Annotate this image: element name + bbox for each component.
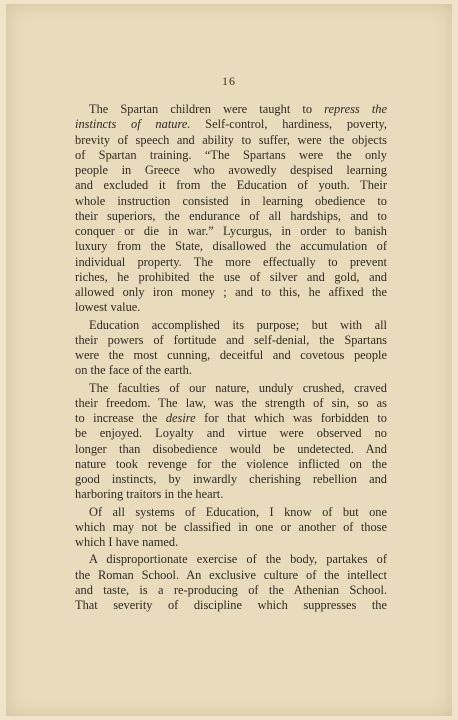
text-line <box>75 255 387 270</box>
paragraph <box>75 102 387 316</box>
page-number: 16 <box>222 74 236 88</box>
text-run: longer than disobedience would be undetected. And <box>75 441 387 456</box>
text-line <box>75 363 387 378</box>
text-run: the Roman School. An exclusive culture of the intellect <box>75 567 387 582</box>
text-line <box>75 163 387 178</box>
text-run: their superiors, the endurance of all hardships, and to <box>75 208 387 223</box>
text-run: of Spartan training. “The Spartans were the only <box>75 147 387 162</box>
text-run: nature took revenge for the violence inflicted on the <box>75 456 387 471</box>
text-run: The Spartan children were taught to <box>89 102 325 116</box>
text-line <box>75 209 387 224</box>
italic-text: repress the <box>324 102 387 116</box>
text-line <box>75 568 387 583</box>
text-line <box>75 583 387 598</box>
text-run: people in Greece who avowedly despised learning <box>75 163 387 177</box>
italic-text: desire <box>165 411 196 425</box>
text-run: and excluded it from the Education of youth. Their <box>75 178 387 193</box>
text-line <box>75 318 387 333</box>
text-line <box>75 270 387 285</box>
text-run: A disproportionate exercise of the body, partakes of <box>89 552 387 567</box>
text-run: for that which was forbidden to <box>195 411 387 425</box>
text-line <box>75 348 387 363</box>
text-run: their powers of fortitude and self-denial, the Spartans <box>75 332 387 347</box>
text-run: their freedom. The law, was the strength of sin, so as <box>75 395 387 410</box>
text-run: Of all systems of Education, I know of but one <box>89 504 387 519</box>
text-run: on the face of the earth. <box>75 363 192 378</box>
paragraph <box>75 552 387 613</box>
text-line <box>75 300 387 315</box>
text-run: luxury from the State, disallowed the accumulation of <box>75 239 387 254</box>
italic-text: instincts of nature. <box>75 117 191 132</box>
text-line <box>75 472 387 487</box>
text-line <box>75 426 387 441</box>
text-line <box>75 224 387 239</box>
text-line <box>75 102 387 117</box>
text-run: and taste, is a re-producing of the Athenian School. <box>75 582 387 597</box>
text-line <box>75 194 387 209</box>
paragraph <box>75 381 387 503</box>
text-line <box>75 457 387 472</box>
paragraph <box>75 318 387 379</box>
text-line <box>75 381 387 396</box>
text-line <box>75 396 387 411</box>
text-run: individual property. The more effectually to prevent <box>75 254 387 269</box>
text-line <box>75 411 387 426</box>
text-line <box>75 133 387 148</box>
text-run: Education accomplished its purpose; but with all <box>89 317 387 332</box>
text-run: good instincts, by inwardly cherishing rebellion and <box>75 472 387 486</box>
text-run: to increase the <box>75 411 166 425</box>
text-run: conquer or die in war.” Lycurgus, in order to banish <box>75 224 387 238</box>
text-run: be enjoyed. Loyalty and virtue were observed no <box>75 426 387 441</box>
text-line <box>75 487 387 502</box>
text-line <box>75 239 387 254</box>
text-run: harboring traitors in the heart. <box>75 487 224 502</box>
text-line <box>75 333 387 348</box>
text-run: Self-control, hardiness, poverty, <box>190 117 387 132</box>
text-line <box>75 535 387 550</box>
text-line <box>75 148 387 163</box>
text-run: which I have named. <box>75 535 179 549</box>
text-run: were the most cunning, deceitful and covetous people <box>75 348 387 362</box>
text-run: The faculties of our nature, unduly crushed, craved <box>89 380 387 395</box>
text-line <box>75 178 387 193</box>
text-line <box>75 505 387 520</box>
text-run: allowed only iron money ; and to this, he affixed the <box>75 285 387 299</box>
text-run: riches, he prohibited the use of silver and gold, and <box>75 269 387 284</box>
text-run: That severity of discipline which suppresses the <box>75 598 387 612</box>
text-line <box>75 552 387 567</box>
text-run: lowest value. <box>75 300 141 315</box>
text-line <box>75 117 387 132</box>
text-run: brevity of speech and ability to suffer, were the objects <box>75 132 387 147</box>
text-line <box>75 598 387 613</box>
paragraph <box>75 505 387 551</box>
text-line <box>75 442 387 457</box>
text-line <box>75 285 387 300</box>
text-run: which may not be classified in one or another of those <box>75 519 387 534</box>
text-run: whole instruction consisted in learning obedience to <box>75 193 387 208</box>
body-text <box>75 102 387 615</box>
text-line <box>75 520 387 535</box>
